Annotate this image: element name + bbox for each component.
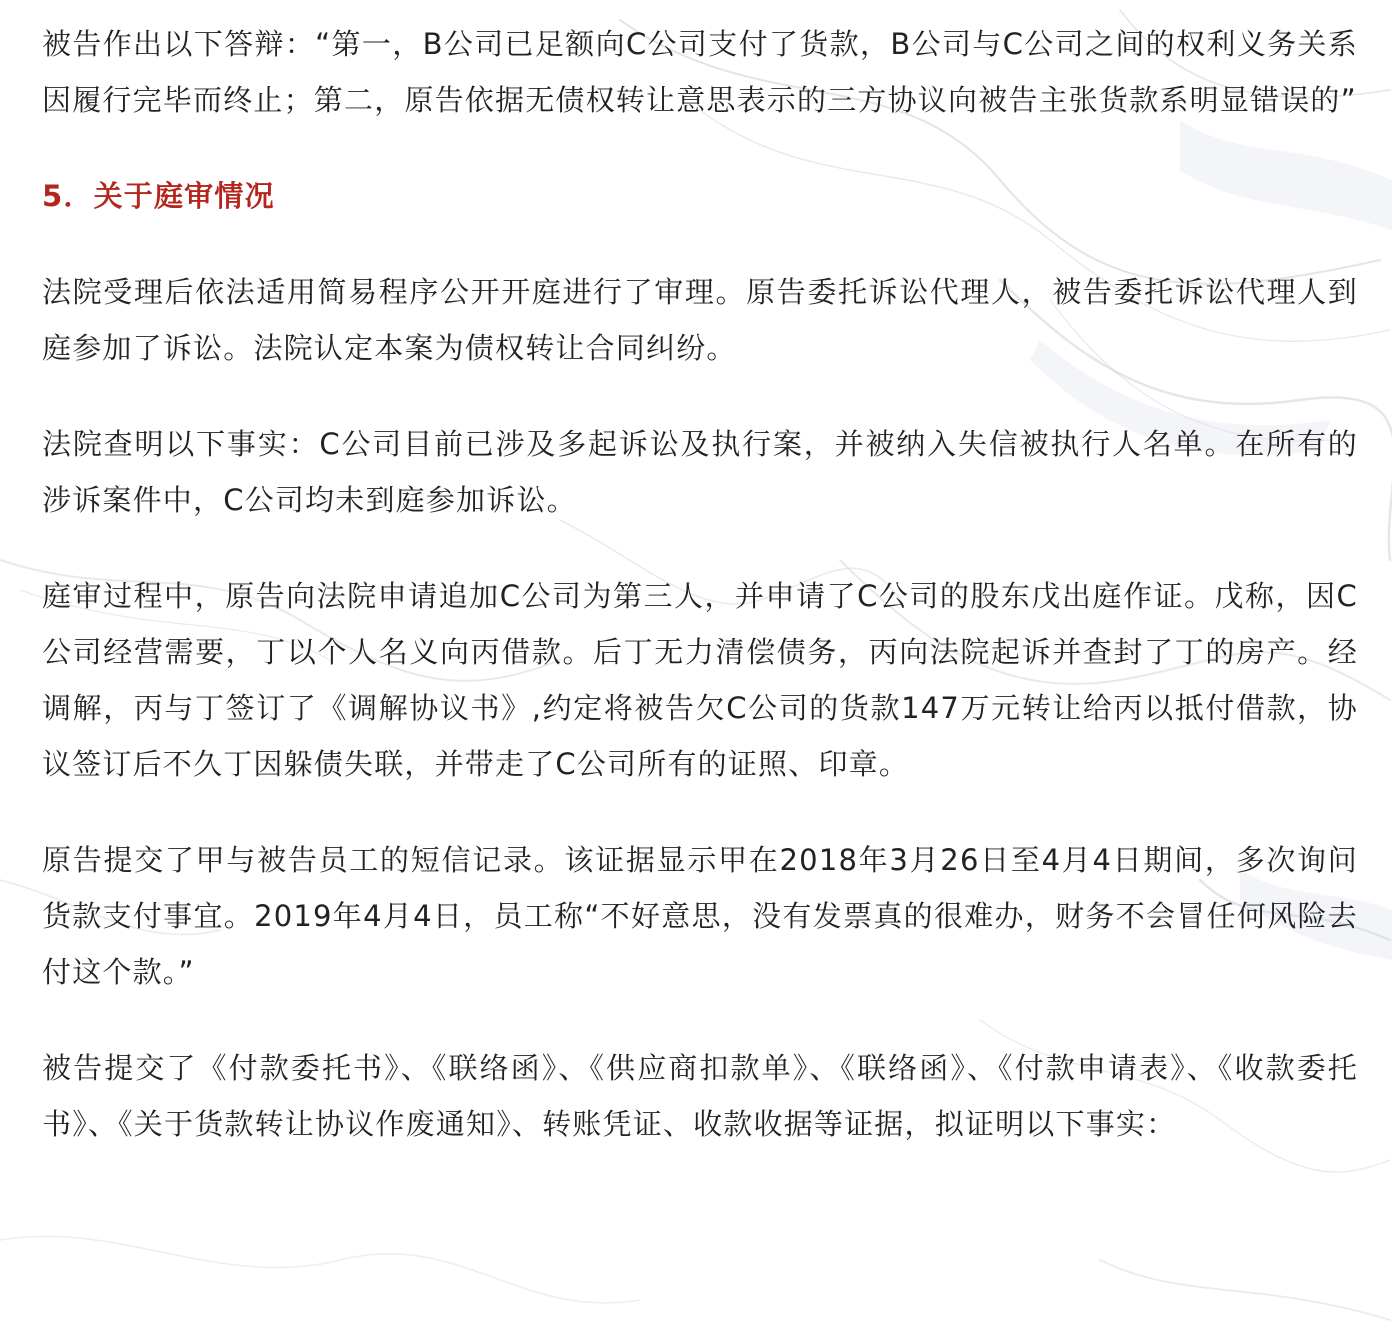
testimony-paragraph: 庭审过程中，原告向法院申请追加C公司为第三人，并申请了C公司的股东戊出庭作证。戊称，因C公司经营需要，丁以个人名义向丙借款。后丁无力清偿债务，丙向法院起诉并查封了丁的房产。经调解，丙与丁签订了《调解协议书》,约定将被告欠C公司的货款147万元转让给丙以抵付借款，协议签订后不久丁因躲债失联，并带走了C公司所有的证照、印章。 xyxy=(42,579,1358,781)
defendant-evidence-paragraph: 被告提交了《付款委托书》、《联络函》、《供应商扣款单》、《联络函》、《付款申请表》、《收款委托书》、《关于货款转让协议作废通知》、转账凭证、收款收据等证据，拟证明以下事实： xyxy=(42,1051,1358,1141)
trial-paragraph: 法院受理后依法适用简易程序公开开庭进行了审理。原告委托诉讼代理人，被告委托诉讼代理人到庭参加了诉讼。法院认定本案为债权转让合同纠纷。 xyxy=(42,275,1358,365)
sms-evidence-paragraph: 原告提交了甲与被告员工的短信记录。该证据显示甲在2018年3月26日至4月4日期间，多次询问货款支付事宜。2019年4月4日，员工称“不好意思，没有发票真的很难办，财务不会冒任何风险去付这个款。” xyxy=(42,843,1358,989)
article-body xyxy=(42,16,1358,1152)
facts-paragraph: 法院查明以下事实：C公司目前已涉及多起诉讼及执行案，并被纳入失信被执行人名单。在所有的涉诉案件中，C公司均未到庭参加诉讼。 xyxy=(42,427,1358,517)
section-heading: 5．关于庭审情况 xyxy=(42,179,275,213)
defense-paragraph: 被告作出以下答辩：“第一，B公司已足额向C公司支付了货款，B公司与C公司之间的权利义务关系因履行完毕而终止；第二，原告依据无债权转让意思表示的三方协议向被告主张货款系明显错误的” xyxy=(42,27,1358,117)
